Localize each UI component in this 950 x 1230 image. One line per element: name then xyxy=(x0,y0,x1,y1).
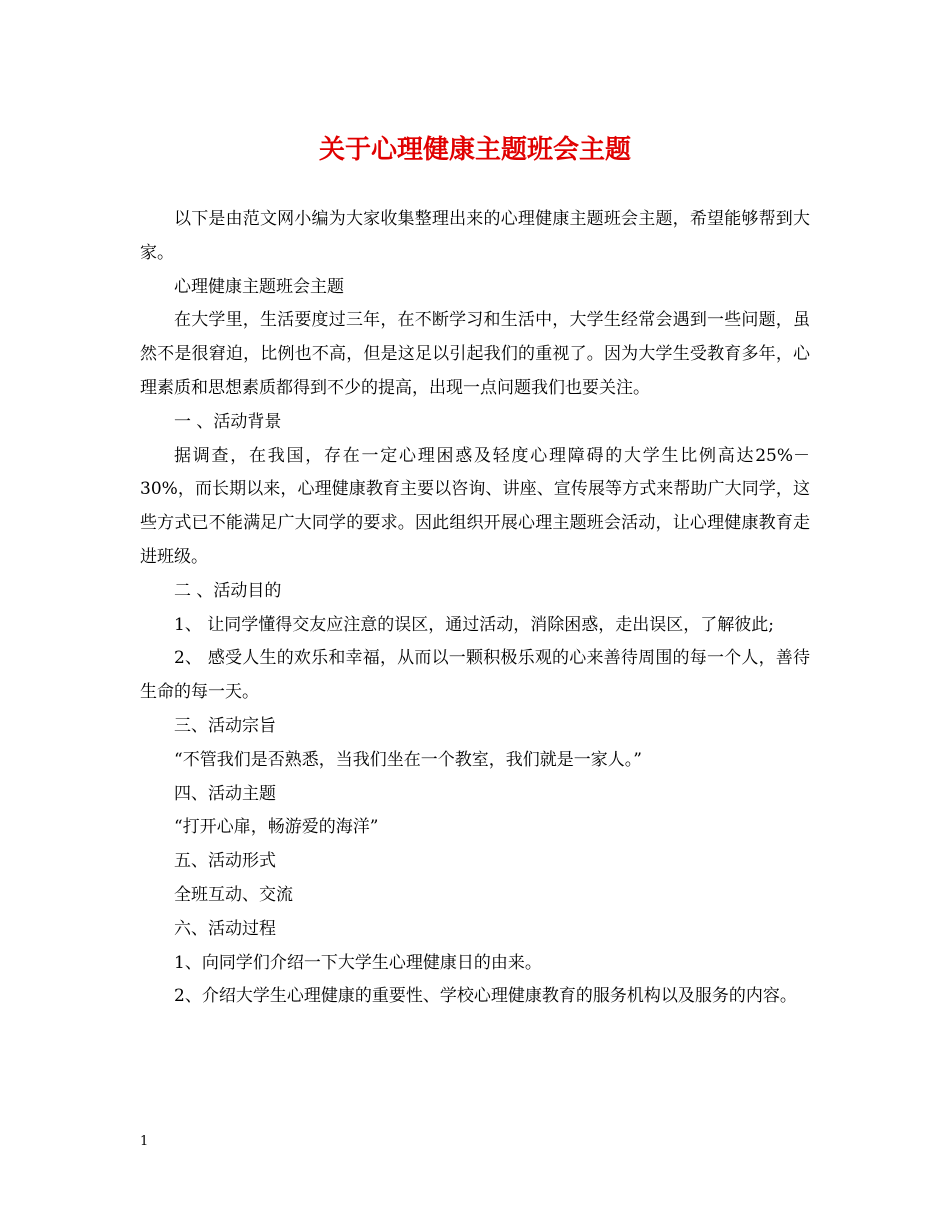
paragraph-format: 全班互动、交流 xyxy=(174,884,293,905)
paragraph-subtitle: 心理健康主题班会主题 xyxy=(174,276,344,297)
heading-background: 一 、活动背景 xyxy=(174,411,282,432)
paragraph-theme: “打开心扉，畅游爱的海洋” xyxy=(174,817,379,838)
list-item-purpose-1: 1、 让同学懂得交友应注意的误区，通过活动，消除困惑，走出误区，了解彼此; xyxy=(174,614,774,635)
list-item-process-1: 1、向同学们介绍一下大学生心理健康日的由来。 xyxy=(174,952,542,973)
heading-purpose: 二 、活动目的 xyxy=(174,580,282,601)
paragraph-overview: 在大学里，生活要度过三年，在不断学习和生活中，大学生经常会遇到一些问题，虽然不是很窘迫，比例也不高，但是这足以引起我们的重视了。因为大学生受教育多年，心理素质和思想素质都得到不少的提高，出现一点问题我们也要关注。 xyxy=(140,310,810,398)
paragraph-background: 据调查，在我国，存在一定心理困惑及轻度心理障碍的大学生比例高达25%－30%，而长期以来，心理健康教育主要以咨询、讲座、宣传展等方式来帮助广大同学，这些方式已不能满足广大同学的要求。因此组织开展心理主题班会活动，让心理健康教育走进班级。 xyxy=(140,445,810,567)
heading-theme: 四、活动主题 xyxy=(174,783,276,804)
list-item-process-2: 2、介绍大学生心理健康的重要性、学校心理健康教育的服务机构以及服务的内容。 xyxy=(174,986,797,1007)
heading-format: 五、活动形式 xyxy=(174,851,276,872)
paragraph-tenet: “不管我们是否熟悉，当我们坐在一个教室，我们就是一家人。” xyxy=(174,749,642,770)
heading-tenet: 三、活动宗旨 xyxy=(174,715,276,736)
list-item-purpose-2: 2、 感受人生的欢乐和幸福，从而以一颗积极乐观的心来善待周围的每一个人，善待生命的每一天。 xyxy=(140,648,810,703)
document-title: 关于心理健康主题班会主题 xyxy=(318,135,631,165)
page-number: 1 xyxy=(140,1134,149,1149)
paragraph-intro: 以下是由范文网小编为大家收集整理出来的心理健康主题班会主题，希望能够帮到大家。 xyxy=(140,209,810,263)
heading-process: 六、活动过程 xyxy=(174,918,276,939)
document-body xyxy=(140,203,810,1014)
